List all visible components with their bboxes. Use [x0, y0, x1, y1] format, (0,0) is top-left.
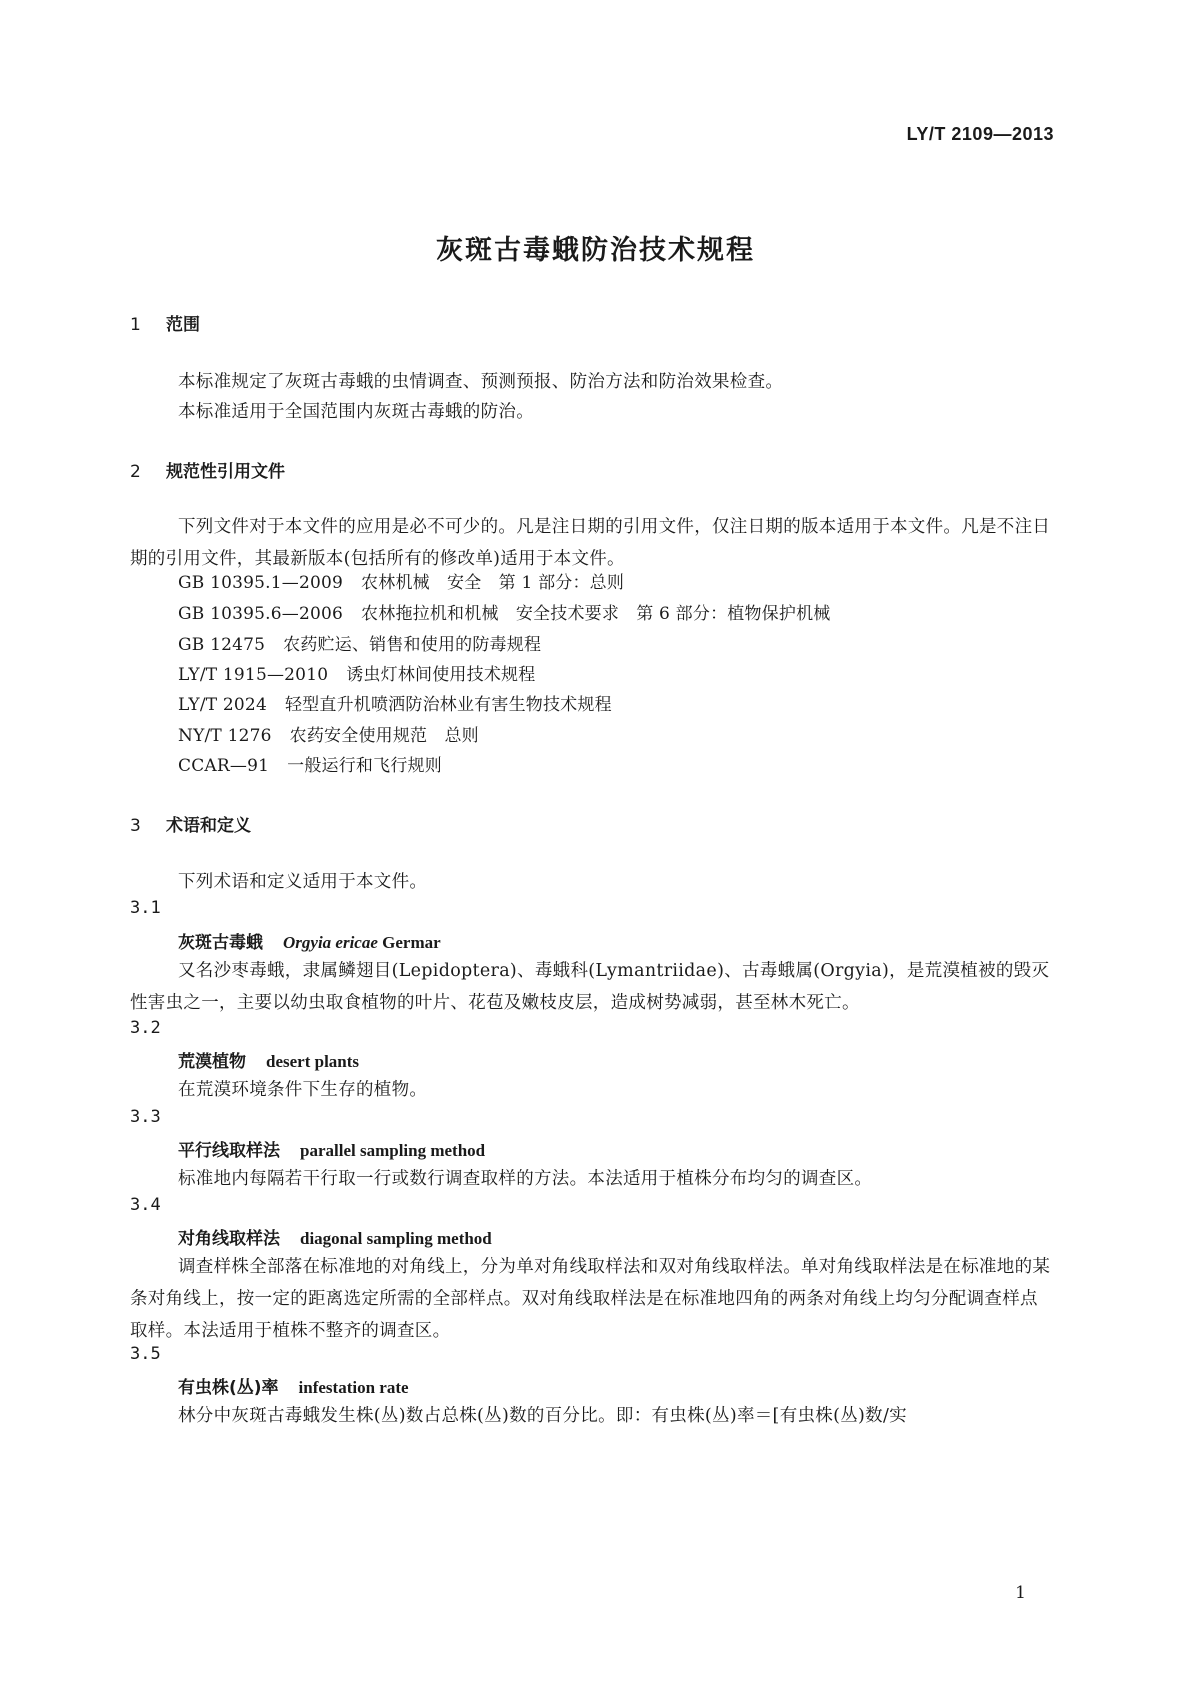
term-zh: 平行线取样法: [178, 1141, 280, 1161]
page-number: 1: [1015, 1583, 1026, 1603]
document-title: 灰斑古毒蛾防治技术规程: [436, 235, 755, 266]
reference-title: 农药贮运、销售和使用的防毒规程: [283, 635, 542, 655]
reference-title: 农林拖拉机和机械 安全技术要求 第 6 部分：植物保护机械: [361, 604, 831, 624]
reference-title: 农林机械 安全 第 1 部分：总则: [361, 573, 625, 593]
term-number: 3.5: [130, 1344, 161, 1364]
reference-code: NY/T 1276: [178, 726, 272, 746]
term-zh: 对角线取样法: [178, 1229, 280, 1249]
term-en: diagonal sampling method: [300, 1229, 492, 1248]
term-en: parallel sampling method: [300, 1141, 486, 1160]
term-en-italic: Orgyia ericae: [283, 933, 378, 952]
reference-code: LY/T 1915—2010: [178, 665, 329, 685]
reference-item: [178, 660, 535, 692]
reference-item: [178, 721, 479, 753]
term-number: 3.3: [130, 1107, 161, 1127]
reference-item: [178, 630, 541, 662]
reference-code: GB 10395.1—2009: [178, 573, 344, 593]
term-zh: 有虫株(丛)率: [178, 1378, 279, 1398]
section-title: 术语和定义: [166, 816, 251, 836]
paragraph: 本标准规定了灰斑古毒蛾的虫情调查、预测预报、防治方法和防治效果检查。: [178, 372, 784, 392]
term-number: 3.2: [130, 1018, 161, 1038]
section-number: 2: [130, 462, 141, 482]
term-definition: 标准地内每隔若干行取一行或数行调查取样的方法。本法适用于植株分布均匀的调查区。: [178, 1169, 873, 1189]
reference-item: [178, 690, 612, 722]
term-number: 3.1: [130, 898, 161, 918]
reference-title: 农药安全使用规范 总则: [289, 726, 479, 746]
reference-item: [178, 568, 624, 600]
term-en: Germar: [382, 933, 441, 952]
term-heading: [178, 1373, 409, 1398]
term-definition: 林分中灰斑古毒蛾发生株(丛)数占总株(丛)数的百分比。即：有虫株(丛)率＝[有虫株(丛)数/实: [178, 1406, 907, 1426]
term-number: 3.4: [130, 1195, 161, 1215]
section-1-heading: [130, 310, 200, 335]
paragraph: 本标准适用于全国范围内灰斑古毒蛾的防治。: [178, 402, 534, 422]
term-heading: [178, 1047, 359, 1072]
section-number: 3: [130, 816, 141, 836]
reference-code: CCAR—91: [178, 756, 270, 776]
term-heading: [178, 928, 441, 953]
term-en: infestation rate: [298, 1378, 409, 1397]
reference-title: 一般运行和飞行规则: [287, 756, 442, 776]
term-heading: [178, 1136, 485, 1161]
reference-code: LY/T 2024: [178, 695, 267, 715]
section-title: 范围: [166, 315, 200, 335]
section-title: 规范性引用文件: [166, 462, 285, 482]
section-3-heading: [130, 811, 251, 836]
reference-item: [178, 751, 442, 783]
section-number: 1: [130, 315, 141, 335]
term-definition: 在荒漠环境条件下生存的植物。: [178, 1080, 428, 1100]
term-heading: [178, 1224, 492, 1249]
paragraph: 下列文件对于本文件的应用是必不可少的。凡是注日期的引用文件，仅注日期的版本适用于本文件。凡是不注日期的引用文件，其最新版本(包括所有的修改单)适用于本文件。: [130, 517, 1051, 569]
term-en: desert plants: [266, 1052, 360, 1071]
standard-code: LY/T 2109—2013: [906, 124, 1054, 144]
paragraph: 下列术语和定义适用于本文件。: [178, 872, 428, 892]
term-zh: 荒漠植物: [178, 1052, 246, 1072]
section-2-heading: [130, 457, 285, 482]
reference-title: 轻型直升机喷洒防治林业有害生物技术规程: [284, 695, 612, 715]
reference-code: GB 12475: [178, 635, 266, 655]
reference-item: [178, 599, 830, 631]
term-zh: 灰斑古毒蛾: [178, 933, 263, 953]
term-definition: 又名沙枣毒蛾，隶属鳞翅目(Lepidoptera)、毒蛾科(Lymantriidae)、古毒蛾属(Orgyia)，是荒漠植被的毁灭性害虫之一，主要以幼虫取食植物的叶片、花苞及嫩枝皮层，造成树势减弱，甚至林木死亡。: [130, 961, 1050, 1013]
term-definition: 调查样株全部落在标准地的对角线上，分为单对角线取样法和双对角线取样法。单对角线取样法是在标准地的某条对角线上，按一定的距离选定所需的全部样点。双对角线取样法是在标准地四角的两条对角线上均匀分配调查样点取样。本法适用于植株不整齐的调查区。: [130, 1257, 1051, 1341]
reference-title: 诱虫灯林间使用技术规程: [346, 665, 536, 685]
reference-code: GB 10395.6—2006: [178, 604, 344, 624]
